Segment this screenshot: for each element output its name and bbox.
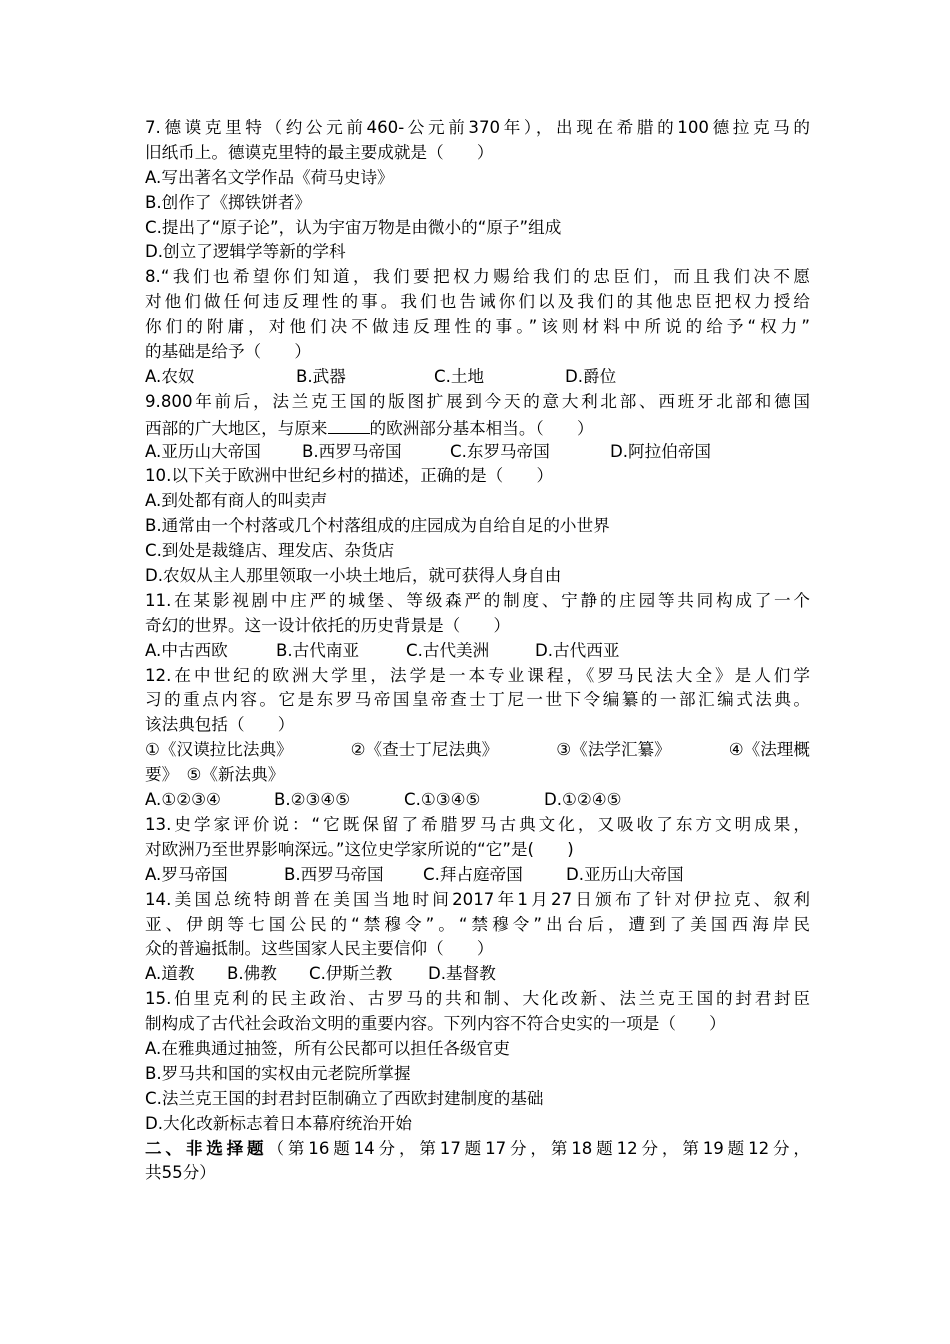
q12-item-4: ④《法理概 xyxy=(728,740,810,760)
q7-stem-line-2: 旧纸币上。德谟克里特的最主要成就是（ ） xyxy=(145,142,494,162)
q11-options xyxy=(145,639,810,664)
q11-option-a: A.中古西欧 xyxy=(145,640,228,660)
q11-option-d: D.古代西亚 xyxy=(535,640,620,660)
q11-option-c: C.古代美洲 xyxy=(406,640,490,660)
q10-option-c: C.到处是裁缝店、理发店、杂货店 xyxy=(145,541,395,561)
q8-options xyxy=(145,365,810,390)
q12-stem-line-3: 该法典包括（ ） xyxy=(145,715,295,735)
q9-stem-line-2 xyxy=(145,415,810,440)
q8-option-d: D.爵位 xyxy=(565,366,617,386)
q8-option-a: A.农奴 xyxy=(145,366,195,386)
q10-stem: 10.以下关于欧洲中世纪乡村的描述，正确的是（ ） xyxy=(145,466,554,486)
q7-option-a: A.写出著名文学作品《荷马史诗》 xyxy=(145,167,394,187)
q11-option-b: B.古代南亚 xyxy=(276,640,360,660)
q14-option-b: B.佛教 xyxy=(227,964,277,984)
section2-heading xyxy=(145,1137,810,1162)
q7-stem-line-1: 7.德谟克里特（约公元前460-公元前370年），出现在希腊的100德拉克马的 xyxy=(145,118,810,137)
q7-option-b: B.创作了《掷铁饼者》 xyxy=(145,192,312,212)
q13-stem-line-1: 13.史学家评价说：“它既保留了希腊罗马古典文化，又吸收了东方文明成果， xyxy=(145,814,810,834)
q15-option-a: A.在雅典通过抽签，所有公民都可以担任各级官吏 xyxy=(145,1038,510,1058)
q9-stem-pre: 西部的广大地区，与原来 xyxy=(145,418,328,438)
q8-stem-line-3: 你们的附庸，对他们决不做违反理性的事。”该则材料中所说的给予“权力” xyxy=(145,317,810,337)
q8-option-c: C.土地 xyxy=(434,366,485,386)
q14-option-a: A.道教 xyxy=(145,964,195,984)
q9-option-b: B.西罗马帝国 xyxy=(302,441,402,461)
q15-option-d: D.大化改新标志着日本幕府统治开始 xyxy=(145,1113,412,1133)
q12-option-a: A.①②③④ xyxy=(145,790,221,810)
q8-option-b: B.武器 xyxy=(296,366,346,386)
q10-option-a: A.到处都有商人的叫卖声 xyxy=(145,491,328,511)
q14-stem-line-1: 14.美国总统特朗普在美国当地时间2017年1月27日颁布了针对伊拉克、叙利 xyxy=(145,889,810,909)
exam-page xyxy=(145,116,810,1186)
q15-option-c: C.法兰克王国的封君封臣制确立了西欧封建制度的基础 xyxy=(145,1088,544,1108)
q14-stem-line-2: 亚、伊朗等七国公民的“禁穆令”。“禁穆令”出台后，遭到了美国西海岸民 xyxy=(145,914,810,934)
q15-stem-line-2: 制构成了古代社会政治文明的重要内容。下列内容不符合史实的一项是（ ） xyxy=(145,1014,726,1034)
q12-stem-line-1: 12.在中世纪的欧洲大学里，法学是一本专业课程，《罗马民法大全》是人们学 xyxy=(145,665,810,685)
q9-options xyxy=(145,440,810,465)
q13-option-b: B.西罗马帝国 xyxy=(284,864,384,884)
q11-stem-line-1: 11.在某影视剧中庄严的城堡、等级森严的制度、宁静的庄园等共同构成了一个 xyxy=(145,590,810,610)
q12-item-3: ③《法学汇纂》 xyxy=(556,740,671,760)
section2-title: 二、非选择题 xyxy=(145,1138,268,1158)
q13-stem-line-2: 对欧洲乃至世界影响深远。”这位史学家所说的“它”是( ) xyxy=(145,839,574,859)
q10-option-b: B.通常由一个村落或几个村落组成的庄园成为自给自足的小世界 xyxy=(145,516,610,536)
q11-stem-line-2: 奇幻的世界。这一设计依托的历史背景是（ ） xyxy=(145,615,511,635)
q9-option-a: A.亚历山大帝国 xyxy=(145,441,261,461)
q14-stem-line-3: 众的普遍抵制。这些国家人民主要信仰（ ） xyxy=(145,939,494,959)
q12-item-2: ②《查士丁尼法典》 xyxy=(350,740,499,760)
q9-option-d: D.阿拉伯帝国 xyxy=(610,441,712,461)
q12-option-c: C.①③④⑤ xyxy=(404,790,481,810)
q14-option-d: D.基督教 xyxy=(428,964,496,984)
q12-items-line-1 xyxy=(145,738,810,763)
q9-stem-line-1: 9.800年前后，法兰克王国的版图扩展到今天的意大利北部、西班牙北部和德国 xyxy=(145,391,810,411)
q14-option-c: C.伊斯兰教 xyxy=(309,964,393,984)
q10-option-d: D.农奴从主人那里领取一小块土地后，就可获得人身自由 xyxy=(145,566,562,586)
section2-note-line-1: （第16题14分，第17题17分，第18题12分，第19题12分， xyxy=(267,1138,811,1158)
q12-option-d: D.①②④⑤ xyxy=(544,790,622,810)
q13-option-c: C.拜占庭帝国 xyxy=(423,864,523,884)
q13-options xyxy=(145,863,810,888)
q12-stem-line-2: 习的重点内容。它是东罗马帝国皇帝查士丁尼一世下令编纂的一部汇编式法典。 xyxy=(145,690,810,710)
q12-options xyxy=(145,788,810,813)
q12-item-1: ①《汉谟拉比法典》 xyxy=(145,740,293,760)
q12-option-b: B.②③④⑤ xyxy=(274,790,351,810)
answer-blank xyxy=(328,415,370,434)
q15-stem-line-1: 15.伯里克利的民主政治、古罗马的共和制、大化改新、法兰克王国的封君封臣 xyxy=(145,989,810,1009)
q15-option-b: B.罗马共和国的实权由元老院所掌握 xyxy=(145,1063,411,1083)
q13-option-d: D.亚历山大帝国 xyxy=(566,864,684,884)
q7-option-d: D.创立了逻辑学等新的学科 xyxy=(145,242,346,262)
q13-option-a: A.罗马帝国 xyxy=(145,864,228,884)
q8-stem-line-2: 对他们做任何违反理性的事。我们也告诫你们以及我们的其他忠臣把权力授给 xyxy=(145,292,810,312)
section2-note-line-2: 共55分） xyxy=(145,1163,216,1183)
q9-option-c: C.东罗马帝国 xyxy=(450,441,550,461)
q9-stem-post: 的欧洲部分基本相当。（ ） xyxy=(369,418,594,438)
q12-items-line-2: 要》 ⑤《新法典》 xyxy=(145,765,285,785)
q7-option-c: C.提出了“原子论”，认为宇宙万物是由微小的“原子”组成 xyxy=(145,217,562,237)
q8-stem-line-1: 8.“我们也希望你们知道，我们要把权力赐给我们的忠臣们，而且我们决不愿 xyxy=(145,267,810,287)
q14-options xyxy=(145,962,810,987)
q8-stem-line-4: 的基础是给予（ ） xyxy=(145,342,311,362)
